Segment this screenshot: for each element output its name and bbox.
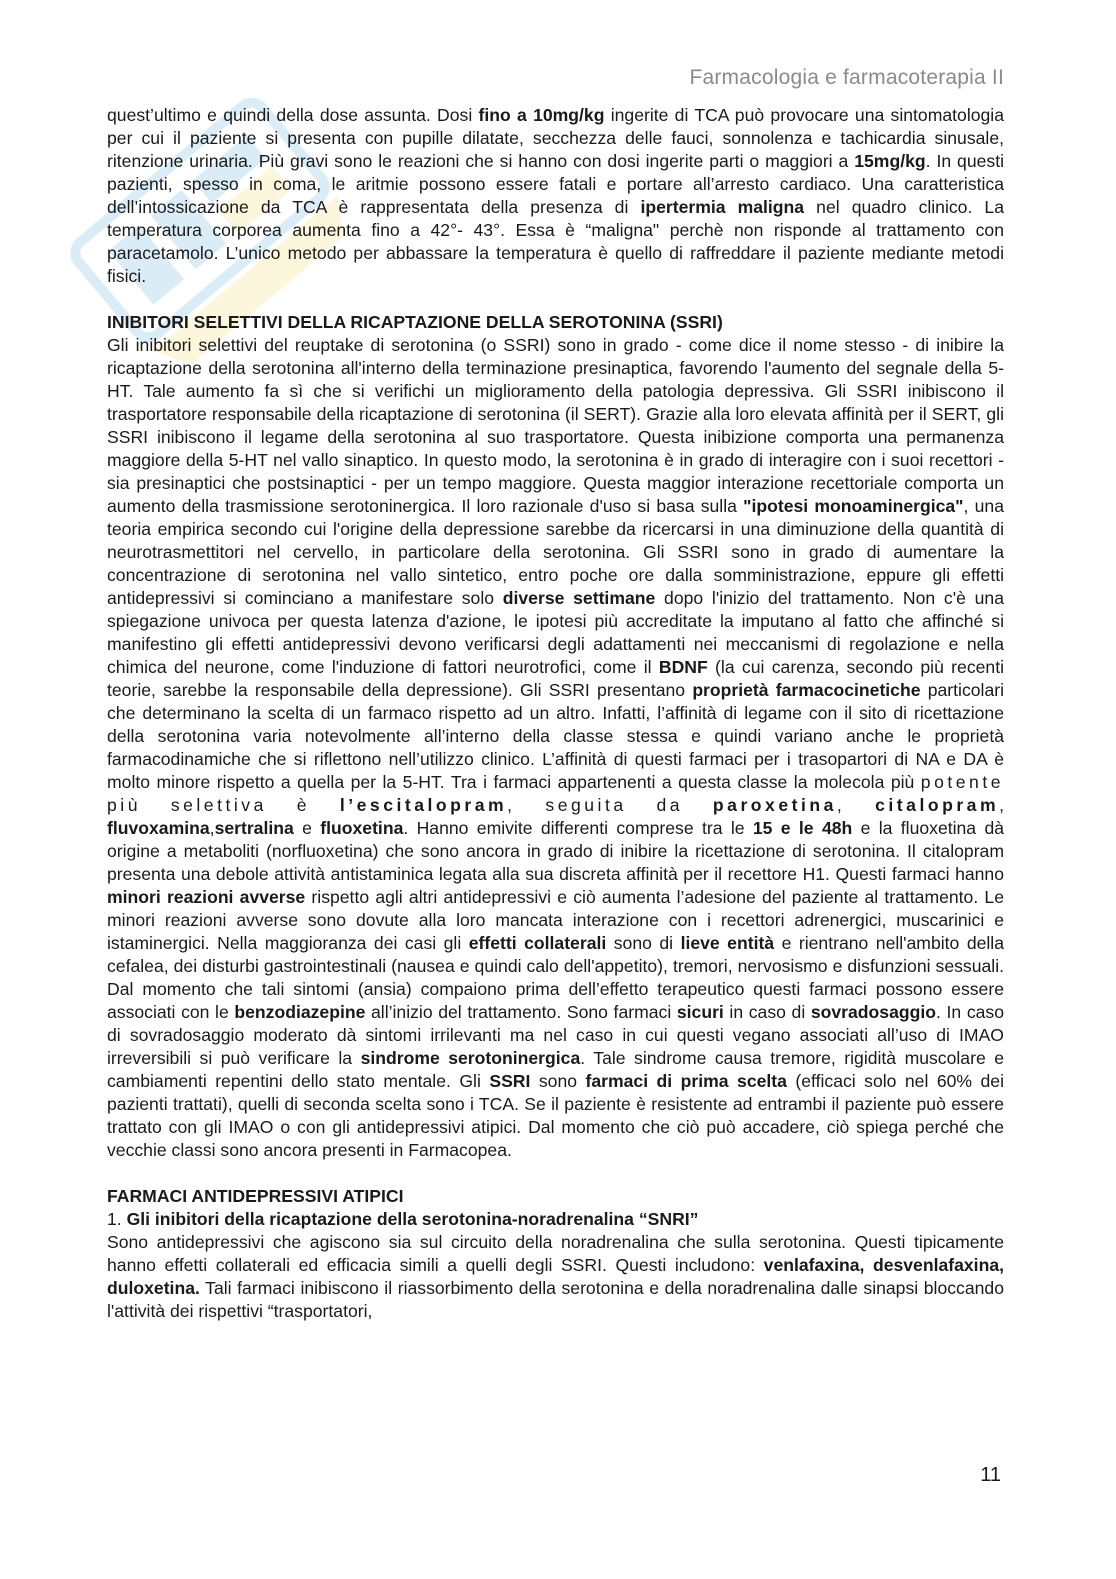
paragraph-tca-overdose: quest’ultimo e quindi della dose assunta. Dosi fino a 10mg/kg ingerite di TCA può provocare una sintomatologia per cui il paziente si presenta con pupille dilatate, secchezza delle fauci, sonnolenza e tachicardia sinusale, ritenzione urinaria. Più gravi sono le reazioni che si hanno con dosi ingerite parti o maggiori a 15mg/kg. In questi pazienti, spesso in coma, le aritmie possono essere fatali e portare all’arresto cardiaco. Una caratteristica dell’intossicazione da TCA è rappresentata della presenza di ipertermia maligna nel quadro clinico. La temperatura corporea aumenta fino a 42°- 43°. Essa è “maligna" perchè non risponde al trattamento con paracetamolo. L’unico metodo per abbassare la temperatura è quello di raffreddare il paziente mediante metodi fisici. <box>107 105 1004 286</box>
page-content <box>107 104 1004 1323</box>
section-heading-atypical: FARMACI ANTIDEPRESSIVI ATIPICI <box>107 1186 404 1206</box>
page-number: 11 <box>980 1464 1001 1486</box>
running-header: Farmacologia e farmacoterapia II <box>689 66 1004 89</box>
paragraph-snri: Sono antidepressivi che agiscono sia sul circuito della noradrenalina che sulla serotonina. Questi tipicamente hanno effetti collaterali ed efficacia simili a quelli degli SSRI. Questi includono: venlafaxina, desvenlafaxina, duloxetina. Tali farmaci inibiscono il riassorbimento della serotonina e della noradrenalina dalle sinapsi bloccando l'attività dei rispettivi “trasportatori, <box>107 1232 1004 1321</box>
subsection-heading-snri: 1. Gli inibitori della ricaptazione della serotonina-noradrenalina “SNRI” <box>107 1209 699 1229</box>
paragraph-ssri: Gli inibitori selettivi del reuptake di serotonina (o SSRI) sono in grado - come dice il nome stesso - di inibire la ricaptazione della serotonina all'interno della terminazione presinaptica, favorendo l'aumento del segnale della 5-HT. Tale aumento fa sì che si verifichi un miglioramento della patologia depressiva. Gli SSRI inibiscono il trasportatore responsabile della ricaptazione di serotonina (il SERT). Grazie alla loro elevata affinità per il SERT, gli SSRI inibiscono il legame della serotonina al suo trasportatore. Questa inibizione comporta una permanenza maggiore della 5-HT nel vallo sinaptico. In questo modo, la serotonina è in grado di interagire con i suoi recettori - sia presinaptici che postsinaptici - per un tempo maggiore. Questa maggior interazione recettoriale comporta un aumento della trasmissione serotoninergica. Il loro razionale d'uso si basa sulla "ipotesi monoaminergica", una teoria empirica secondo cui l'origine della depressione sarebbe da ricercarsi in una diminuzione della quantità di neurotrasmettitori nel cervello, in particolare della serotonina. Gli SSRI sono in grado di aumentare la concentrazione di serotonina nel vallo sintetico, entro poche ore dalla somministrazione, eppure gli effetti antidepressivi si cominciano a manifestare solo diverse settimane dopo l'inizio del trattamento. Non c'è una spiegazione univoca per questa latenza d'azione, le ipotesi più accreditate la imputano al fatto che affinché si manifestino gli effetti antidepressivi devono verificarsi degli adattamenti nei meccanismi di regolazione e nella chimica del neurone, come l'induzione di fattori neurotrofici, come il BDNF (la cui carenza, secondo più recenti teorie, sarebbe la responsabile della depressione). Gli SSRI presentano proprietà farmacocinetiche particolari che determinano la scelta di un farmaco rispetto ad un altro. Infatti, l’affinità di legame con il sito di ricettazione della serotonina varia notevolmente all’interno della classe stessa e quindi variano anche le proprietà farmacodinamiche che si riflettono nell’utilizzo clinico. L’affinità di questi farmaci per i trasopartori di NA e DA è molto minore rispetto a quella per la 5-HT. Tra i farmaci appartenenti a questa classe la molecola più potente più selettiva è l’escitalopram, seguita da paroxetina, citalopram, fluvoxamina,sertralina e fluoxetina. Hanno emivite differenti comprese tra le 15 e le 48h e la fluoxetina dà origine a metaboliti (norfluoxetina) che sono ancora in grado di inibire la ricettazione di serotonina. Il citalopram presenta una debole attività antistaminica legata alla sua discreta affinità per il recettore H1. Questi farmaci hanno minori reazioni avverse rispetto agli altri antidepressivi e ciò aumenta l’adesione del paziente al trattamento. Le minori reazioni avverse sono dovute alla loro mancata interazione con i recettori adrenergici, muscarinici e istaminergici. Nella maggioranza dei casi gli effetti collaterali sono di lieve entità e rientrano nell'ambito della cefalea, dei disturbi gastrointestinali (nausea e quindi calo dell'appetito), tremori, nervosismo e disfunzioni sessuali. Dal momento che tali sintomi (ansia) compaiono prima dell’effetto terapeutico questi farmaci possono essere associati con le benzodiazepine all’inizio del trattamento. Sono farmaci sicuri in caso di sovradosaggio. In caso di sovradosaggio moderato dà sintomi irrilevanti ma nel caso in cui questi vegano associati all’uso di IMAO irreversibili si può verificare la sindrome serotoninergica. Tale sindrome causa tremore, rigidità muscolare e cambiamenti repentini dello stato mentale. Gli SSRI sono farmaci di prima scelta (efficaci solo nel 60% dei pazienti trattati), quelli di seconda scelta sono i TCA. Se il paziente è resistente ad entrambi il paziente può essere trattato con gli IMAO o con gli antidepressivi atipici. Dal momento che ciò può accadere, ciò spiega perché che vecchie classi sono ancora presenti in Farmacopea. <box>107 335 1005 1160</box>
section-heading-ssri: INIBITORI SELETTIVI DELLA RICAPTAZIONE DELLA SEROTONINA (SSRI) <box>107 312 723 332</box>
